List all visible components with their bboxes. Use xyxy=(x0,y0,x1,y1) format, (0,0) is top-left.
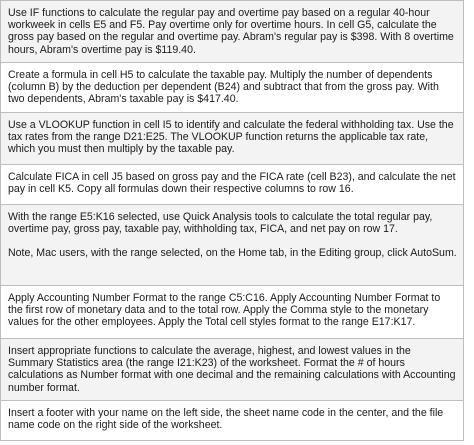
instruction-text: Use a VLOOKUP function in cell I5 to identify and calculate the federal withholding tax. Use the tax rates from the range D21:E25. The VLOOKUP function returns the applicable tax rate, which you must then multiply by the taxable pay. xyxy=(8,119,454,156)
instruction-text: Calculate FICA in cell J5 based on gross pay and the FICA rate (cell B23), and calculate the net pay in cell K5. Copy all formulas down their respective columns to row 16. xyxy=(8,171,456,196)
instruction-row-7 xyxy=(1,338,463,400)
instruction-row-3 xyxy=(1,112,463,164)
instruction-note: Note, Mac users, with the range selected, on the Home tab, in the Editing group, click AutoSum. xyxy=(8,247,457,260)
instruction-text: Create a formula in cell H5 to calculate the taxable pay. Multiply the number of dependents (column B) by the deduction per dependent (B24) and subtract that from the gross pay. With two dependents, Abram's taxable pay is $417.40. xyxy=(8,69,439,106)
instruction-row-2 xyxy=(1,62,463,112)
instruction-text: Apply Accounting Number Format to the range C5:C16. Apply Accounting Number Format to the first row of monetary data and to the total row. Apply the Comma style to the monetary values for the other employees. Apply the Total cell styles format to the range E17:K17. xyxy=(8,292,441,329)
instruction-text: Insert a footer with your name on the left side, the sheet name code in the center, and the file name code on the right side of the worksheet. xyxy=(8,407,444,432)
instruction-text: Use IF functions to calculate the regular pay and overtime pay based on a regular 40-hour workweek in cells E5 and F5. Pay overtime only for overtime hours. In cell G5, calculate the gross pay based on the regular and overtime pay. Abram's regular pay is $398. With 8 overtime hours, Abram's overtime pay is $119.40. xyxy=(8,7,454,56)
instruction-text: Insert appropriate functions to calculate the average, highest, and lowest values in the Summary Statistics area (the range I21:K23) of the worksheet. Format the # of hours calculations as Number format with one decimal and the remaining calculations with Accounting number format. xyxy=(8,345,456,394)
instruction-row-8 xyxy=(1,400,463,440)
instruction-row-6 xyxy=(1,285,463,338)
instruction-row-1 xyxy=(1,1,463,62)
instruction-row-5 xyxy=(1,204,463,285)
instruction-row-4 xyxy=(1,164,463,204)
instruction-text: With the range E5:K16 selected, use Quick Analysis tools to calculate the total regular pay, overtime pay, gross pay, taxable pay, withholding tax, FICA, and net pay on row 17. xyxy=(8,211,433,236)
